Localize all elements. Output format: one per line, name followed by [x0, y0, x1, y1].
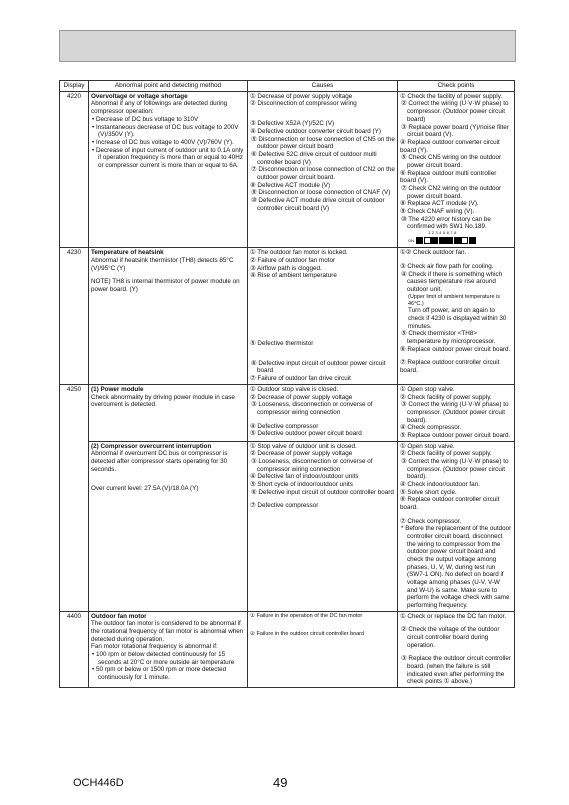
cause-item: ① Outdoor stop valve is closed.: [250, 385, 339, 393]
check-item: ⑤ Check CN5 wiring on the outdoor power circuit board.: [401, 154, 502, 169]
dip-switch-6: [454, 237, 461, 244]
dip-switch-8: [469, 237, 476, 244]
error-code: 4230: [60, 248, 89, 384]
cause-item: ① Decrease of power supply voltage: [250, 92, 353, 100]
footer-model-number: OCH446D: [73, 777, 124, 789]
header-abnormal: Abnormal point and detecting method: [89, 81, 248, 92]
checks-cell: [398, 384, 515, 441]
dip-switch-group: [416, 237, 476, 247]
check-item: ⑦ Check compressor.: [400, 517, 462, 525]
check-item: ⑥ Replace outdoor power circuit board.: [400, 345, 511, 353]
cause-item: ⑤ Disconnection or loose connection of CN5 on the outdoor power circuit board: [251, 135, 395, 151]
cause-item: ⑤ Short cycle of indoor/outdoor units: [250, 480, 353, 488]
cause-item: ⑦ Failure of outdoor fan drive circuit: [250, 375, 351, 383]
error-code: 4400: [60, 611, 89, 687]
cause-item: ⑥ Defective 52C drive circuit of outdoor multi controller board (V): [251, 150, 377, 166]
abnormal-line: Over current level: 27.5A (V)/18.0A (Y): [91, 485, 199, 493]
error-code: 4220: [60, 91, 89, 248]
abnormal-line: Abnormal if overcurrent DC bus or compressor is detected after compressor starts operating for 30 seconds.: [91, 450, 228, 473]
check-item: ② Check facility of power supply.: [400, 450, 492, 458]
cause-item: ② Decrease of power supply voltage: [250, 393, 353, 401]
abnormal-line: NOTE) TH8 is internal thermistor of power module on power board. (Y): [91, 278, 240, 294]
dip-switch-2: [424, 237, 431, 244]
checks-cell: [398, 91, 515, 248]
dip-switch-numbers: 12345678: [428, 229, 458, 235]
cause-item: ⑤ Defective thermistor: [250, 340, 314, 348]
abnormal-cell: [89, 611, 248, 687]
abnormal-line: • 50 rpm or below or 1500 rpm or more detected continuously for 1 minute.: [92, 666, 227, 682]
page-header-band: [59, 30, 516, 62]
cause-item: ③ Defective X52A (Y)/52C (V): [250, 120, 335, 128]
checks-cell: [398, 441, 515, 611]
dip-switch-5: [446, 237, 453, 244]
check-item: ④ Check indoor/outdoor fan.: [400, 480, 480, 488]
check-item: ③ Correct the wiring (U·V·W phase) to compressor. (Outdoor power circuit board).: [401, 401, 509, 424]
table-row-4220: [60, 91, 515, 248]
abnormal-cell: [89, 248, 248, 384]
header-check: Check points: [398, 81, 515, 92]
check-item: ⑤ Check thermistor <TH8> temperature by microprocessor.: [401, 330, 496, 345]
check-item: ① Open stop valve.: [400, 442, 455, 450]
abnormal-line: Check abnormality by driving power module in case overcurrent is detected.: [91, 393, 235, 409]
cause-item: ⑩ Defective ACT module drive circuit of outdoor controller circuit board (V): [251, 196, 385, 212]
abnormal-line: Abnormal if heatsink thermistor (TH8) detects 85°C (V)/95°C (Y): [91, 257, 234, 272]
check-item: ② Correct the wiring (U·V·W phase) to compressor. (Outdoor power circuit board): [401, 100, 509, 123]
cause-item: ② Disconnection of compressor wiring: [250, 100, 357, 108]
check-item: (Upper limit of ambient temperature is 46°C.): [408, 293, 501, 307]
cause-item: ① Stop valve of outdoor unit is closed.: [250, 442, 357, 450]
causes-cell: [248, 611, 398, 687]
cause-item: ② Failure of outdoor fan motor: [250, 257, 336, 265]
check-item: ⑥ Replace outdoor multi controller board (V).: [400, 169, 497, 185]
cause-item: ③ Looseness, disconnection or converse of compressor wiring connection: [251, 457, 373, 473]
cause-item: ① Failure in the operation of the DC fan motor: [250, 612, 363, 619]
header-display: Display: [60, 81, 89, 92]
cause-item: ⑥ Defective input circuit of outdoor power circuit board: [251, 359, 386, 375]
abnormal-title: Temperature of heatsink: [91, 249, 164, 257]
abnormal-cell: [89, 91, 248, 248]
dip-switch-7: [461, 237, 468, 244]
causes-cell: [248, 91, 398, 248]
check-item: ⑦ Replace outdoor controller circuit board.: [400, 359, 500, 374]
abnormal-line: • Decrease of input current of outdoor unit to 0.1A only if operation frequency is more than or equal to 40Hz or compressor current is more than or equal to 6A.: [92, 146, 244, 169]
abnormal-line: • Instantaneous decrease of DC bus voltage to 200V (V)/350V (Y).: [92, 123, 239, 139]
check-item: ③ Replace power board (Y)/noise filter circuit board (V).: [401, 123, 509, 139]
cause-item: ④ Defective fan of indoor/outdoor units: [250, 473, 359, 481]
check-item: ⑧ Replace ACT module (V).: [400, 200, 479, 208]
abnormal-line: The outdoor fan motor is considered to be abnormal if the rotational frequency of fan motor is abnormal when detected during operation.: [91, 620, 244, 643]
table-row-4250-compressor-overcurrent: [60, 441, 515, 611]
table-header-row: [60, 81, 515, 92]
header-causes: Causes: [248, 81, 398, 92]
check-item: ⑩ The 4220 error history can be confirmed with SW1 No.189.: [401, 215, 491, 231]
causes-cell: [248, 441, 398, 611]
cause-item: ⑨ Disconnection or loose connection of CNAF (V): [251, 189, 391, 197]
cause-item: ① The outdoor fan motor is locked.: [250, 249, 348, 257]
abnormal-line: • Increase of DC bus voltage to 400V (V)/760V (Y).: [92, 138, 234, 146]
check-item: ② Check facility of power supply.: [400, 393, 492, 401]
abnormal-title: (1) Power module: [91, 385, 144, 393]
error-code: 4250: [60, 384, 89, 611]
causes-cell: [248, 384, 398, 441]
abnormal-line: Abnormal if any of followings are detected during compressor operation:: [91, 100, 228, 116]
cause-item: ② Decrease of power supply voltage: [250, 450, 353, 458]
abnormal-cell: [89, 384, 248, 441]
table-row-4250-power-module: [60, 384, 515, 441]
check-item: ② Check the voltage of the outdoor circuit controller board during operation.: [401, 626, 500, 649]
abnormal-title: (2) Compressor overcurrent interruption: [91, 442, 212, 450]
cause-item: ④ Defective compressor: [250, 422, 319, 430]
check-item: ④ Check if there is something which causes temperature rise around outdoor unit.: [401, 270, 503, 294]
abnormal-line: Fan motor rotational frequency is abnormal if:: [91, 643, 218, 651]
cause-item: ⑥ Defective input circuit of outdoor controller board: [251, 488, 394, 496]
check-item: ①② Check outdoor fan.: [400, 249, 467, 257]
check-item: ⑤ Replace outdoor power circuit board.: [400, 431, 511, 439]
abnormal-cell: [89, 441, 248, 611]
abnormal-line: • Decrease of DC bus voltage to 310V: [92, 115, 199, 123]
check-item: ③ Correct the wiring (U·V·W phase) to compressor. (Outdoor power circuit board).: [401, 457, 509, 481]
cause-item: ③ Airflow path is clogged.: [250, 264, 322, 272]
check-item: ① Check the facility of power supply.: [400, 92, 503, 100]
cause-item: ⑧ Defective ACT module (V): [250, 181, 331, 189]
cause-item: ⑦ Disconnection or loose connection of CN2 on the outdoor power circuit board.: [251, 166, 395, 181]
cause-item: ⑤ Defective outdoor power circuit board: [250, 430, 362, 438]
table-row-4230: [60, 248, 515, 384]
abnormal-title: Outdoor fan motor: [91, 612, 147, 620]
causes-cell: [248, 248, 398, 384]
check-item: ⑨ Check CNAF wiring (V).: [400, 207, 475, 215]
check-item: ④ Replace outdoor converter circuit board (Y).: [400, 138, 500, 154]
dip-switch-diagram: [408, 237, 512, 247]
dip-switch-1: [416, 237, 423, 244]
check-item: ⑦ Check CN2 wiring on the outdoor power circuit board.: [401, 184, 502, 200]
cause-item: ⑦ Defective compressor: [250, 502, 319, 510]
check-item: ⑤ Solve short cycle.: [400, 488, 457, 496]
check-item: ① Open stop valve.: [400, 385, 455, 393]
cause-item: ④ Rise of ambient temperature: [250, 272, 337, 280]
dip-switch-4: [439, 237, 446, 244]
checks-cell: [398, 248, 515, 384]
cause-item: ③ Looseness, disconnection or converse of compressor wiring connection: [251, 401, 373, 416]
dip-switch-3: [431, 237, 438, 244]
table-row-4400: [60, 611, 515, 687]
dip-switch-on-label: ON: [408, 238, 414, 244]
check-note: * Before the replacement of the outdoor controller circuit board, disconnect the wiring to compressor from the outdoor power circuit board and check the output voltage among phases, U, V, W, during test run (SW7-1 ON). No defect on board if voltage among phases (U-V, V-W and W-U) is same. Make sure to perform the voltage check with same performing frequency.: [401, 525, 512, 609]
cause-item: ④ Defective outdoor converter circuit board (Y): [250, 127, 381, 135]
troubleshooting-table: [59, 80, 515, 688]
checks-cell: [398, 611, 515, 687]
abnormal-title: Overvoltage or voltage shortage: [91, 92, 188, 100]
check-item: ① Check or replace the DC fan motor.: [400, 612, 507, 620]
footer-page-number: 49: [273, 775, 288, 790]
check-item: ③ Replace the outdoor circuit controller board. (when the failure is still indicated even after performing the check points ① above.): [401, 655, 511, 686]
check-item: Turn off power, and on again to check if 4230 is displayed within 30 minutes.: [408, 307, 507, 330]
check-item: ③ Check air flow path for cooling.: [400, 263, 494, 271]
check-item: ④ Check compressor.: [400, 424, 462, 432]
check-item: ⑥ Replace outdoor controller circuit board.: [400, 496, 500, 511]
cause-item: ② Failure in the outdoor circuit controller board: [250, 631, 365, 638]
abnormal-line: • 100 rpm or below detected continuously for 15 seconds at 20°C or more outside air temperature: [92, 651, 235, 666]
